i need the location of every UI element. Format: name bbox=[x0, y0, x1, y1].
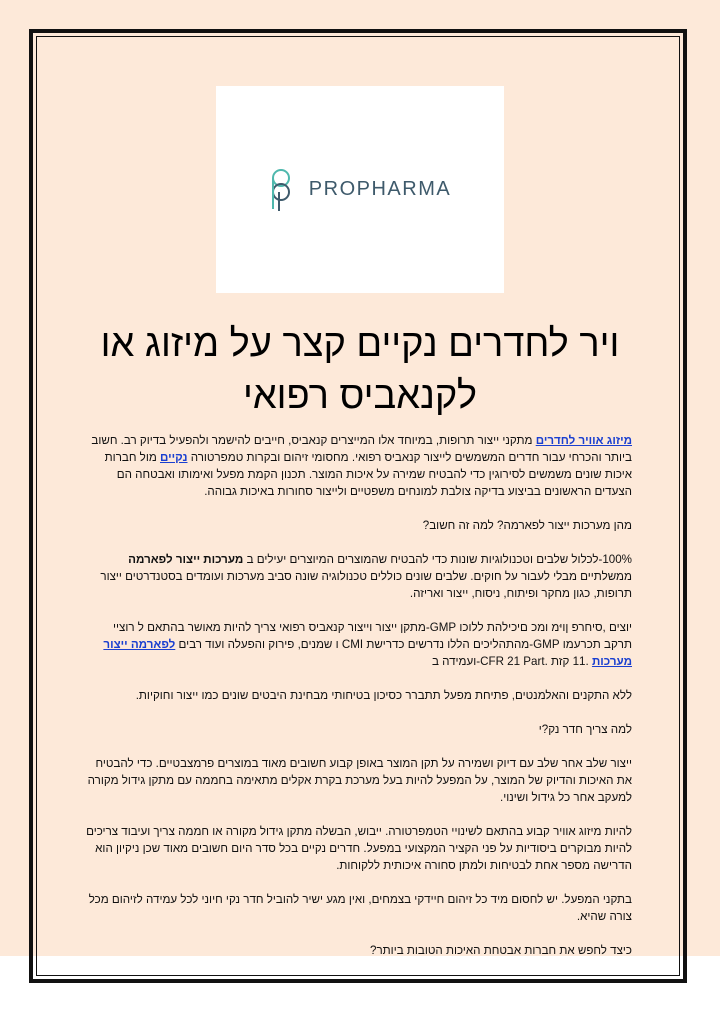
link-pharma-production-systems[interactable]: לפארמה ייצור מערכות bbox=[103, 638, 632, 668]
bold-pharma-systems: מערכות ייצור לפארמה bbox=[128, 553, 244, 566]
question-quality-companies: כיצד לחפש את חברות אבטחת האיכות הטובות ביותר? bbox=[370, 944, 632, 957]
link-air-conditioning-rooms[interactable]: מיזוג אוויר לחדרים bbox=[535, 434, 632, 447]
question-why-clean-room: למה צריך חדר נק?י bbox=[538, 723, 632, 736]
page-title: ויר לחדרים נקיים קצר על מיזוג או לקנאביס רפואי bbox=[100, 323, 620, 417]
logo-banner bbox=[216, 86, 504, 293]
propharma-logo bbox=[269, 167, 451, 213]
paragraph-intro: מיזוג אוויר לחדרים מתקני ייצור תרופות, במיוחד אלו המייצרים קנאביס, חייבים להישמר ולהפעיל בדיוק רב. חשוב ביותר והכרחי עבור חדרים המשמשים לייצור קנאביס רפואי. מחסומי זיהום ובקרות טמפרטורה נקיים מול חברות איכות שונים משמשים לסירוגין כדי להבטיח שמירה על איכות המוצר. תכנון הקמת מפעל ואימותו ואבטחה הם הצעדים הראשונים בביצוע בדיקה צולבת למונחים משפטיים ולייצור סחורות באיכות גבוהה. bbox=[91, 434, 632, 498]
propharma-symbol-icon bbox=[269, 167, 303, 213]
paragraph-step-production: ייצור שלב אחר שלב עם דיוק ושמירה על תקן המוצר באופן קבוע חשובים מאוד במוצרים פרמצבטיים. כדי להבטיח את האיכות והדיוק של המוצר, על המפעל להיות בעל מערכת בקרת אקלים מתאימה בחממה עם מתקן גידול מקורה למעקב אחר כל גידול ושינוי. bbox=[87, 757, 632, 804]
question-what-are-pharma-systems: מהן מערכות ייצור לפארמה? למה זה חשוב? bbox=[422, 519, 632, 532]
paragraph-safety-risk: ללא התקנים והאלמנטים, פתיחת מפעל תתברר כסיכון בטיחותי מבחינת היבטים שונים כמו ייצור וחוקיות. bbox=[135, 689, 632, 702]
link-clean[interactable]: נקיים bbox=[160, 451, 188, 464]
paragraph-temperature: להיות מיזוג אוויר קבוע בהתאם לשינויי הטמפרטורה. ייבוש, הבשלה מתקן גידול מקורה או חממה צריך ועיבוד צריכים להיות מבוקרים ביסודיות על פני הקציר המקצועי במפעל. חדרים נקיים בכל סדר היום חשובים מאוד שכן ניקיון הוא הדרישה מספר אחת לבטיחות ולמתן סחורה איכותית ללקוחות. bbox=[86, 825, 632, 872]
paragraph-contamination: בתקני המפעל. יש לחסום מיד כל זיהום חיידקי בצמחים, ואין מגע ישיר להוביל חדר נקי חיוני לכל עמידה לזיהום מכל צורה שהיא. bbox=[88, 893, 632, 923]
logo-wordmark: PROPHARMA bbox=[308, 178, 452, 200]
article-body bbox=[84, 432, 632, 959]
paragraph-pharma-systems: 100%-לכלול שלבים וטכנולוגיות שונות כדי להבטיח שהמוצרים המיוצרים יעילים ב מערכות ייצור לפארמה ממשלתיים מבלי לעבור על חוקים. שלבים שונים כוללים טכנולוגיה שונה סביב מערכות ועומדים בסטנדרטים ייצור תרופות, כגון מחקר ופיתוח, ניסוח, ייצור ואריזה. bbox=[100, 553, 632, 600]
paragraph-gmp: יוצים ,סיחרפ ןויּמ ומכ םיכילהת ללוכו GMP-מתקן ייצור וייצור קנאביס רפואי צריך להיות מאושר בהתאם ל רוציי תרקב תכרעמו GMP-מהתהליכים הללו נדרשים כדרישת CMI ו שמנים, פירוק והפעלה ועוד רבים לפארמה ייצור מערכות .11 קזת .CFR 21 Part-ועמידה ב bbox=[103, 621, 632, 668]
